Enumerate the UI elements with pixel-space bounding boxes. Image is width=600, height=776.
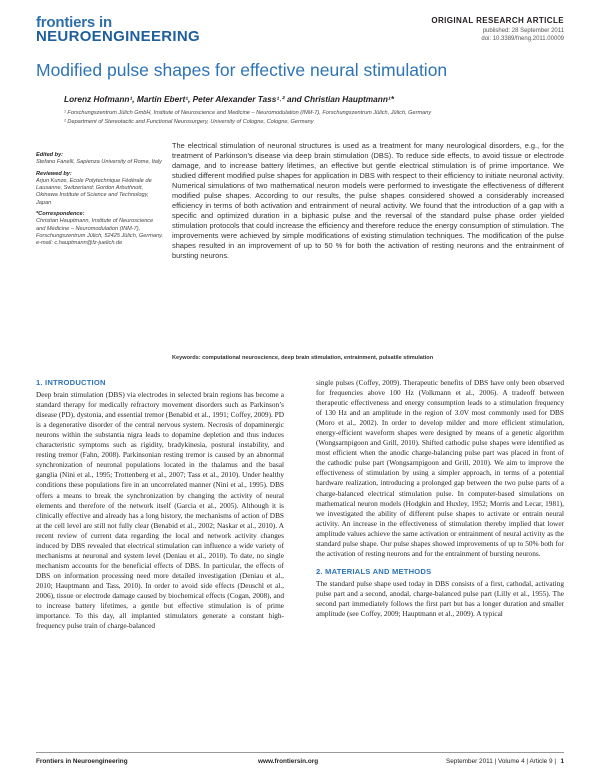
footer-page-number: 1 <box>560 758 564 765</box>
introduction-continued-paragraph: single pulses (Coffey, 2009). Therapeutic benefits of DBS have only been observed for frequencies above 100 Hz (Volkmann et al., 2006). A tradeoff between therapeutic effectiveness and energy consumption leads to a stimulation frequency of 130 Hz and an amplitude in the region of 3.0V most commonly used for DBS (Moro et al., 2002). In order to develop milder and more efficient stimulation, energy-efficient waveform shapes were designed by means of a genetic algorithm (Wongsarnpigoon and Grill, 2010). Shifted cathodic pulse shapes were identified as most efficient when the anodic charge-balancing pulse part was placed in front of the cathodic pulse part (Wongsarnpigoon and Grill, 2010). We aim to improve the effectiveness of stimulation by using a simpler approach, in terms of a potential hardware realization, introducing a prolonged gap between the two pulse parts of a charge-balanced electrical stimulation pulse. In computer-based simulations on mathematical neuron models (Hodgkin and Huxley, 1952; Morris and Lecar, 1981), we investigated the ability of different pulse shapes to activate or entrain neural activity. An increase in the effectiveness of stimulation thereby implied that lower amplitude values achieve the same activation or entrainment of neural activity as the standard pulse shape. Our pulse shapes showed improvements of up to 50% both for the activation of resting neurons and for the entrainment of bursting neurons. <box>316 378 564 558</box>
footer-issue: September 2011 | Volume 4 | Article 9 | <box>445 758 556 765</box>
affiliation-2: ² Department of Stereotactic and Functional Neurosurgery, University of Cologne, Cologne, Germany <box>64 119 314 125</box>
published-date: published: 28 September 2011 <box>482 28 564 34</box>
author-list: Lorenz Hofmann¹, Martin Ebert¹, Peter Alexander Tass¹˒² and Christian Hauptmann¹* <box>64 94 394 104</box>
edited-by-label: Edited by: <box>36 152 64 158</box>
section-heading-introduction: 1. INTRODUCTION <box>36 378 106 387</box>
article-sidebar <box>36 152 164 248</box>
article-type: ORIGINAL RESEARCH ARTICLE <box>431 16 564 25</box>
affiliation-1: ¹ Forschungszentrum Jülich GmbH, Institute of Neuroscience and Medicine – Neuromodulation (INM-7), Forschungszentrum Jülich, Jülich, Germany <box>64 110 432 116</box>
journal-logo-line2: NEUROENGINEERING <box>36 28 200 45</box>
abstract: The electrical stimulation of neuronal structures is used as a treatment for many neurological disorders, e.g., for the treatment of Parkinson’s disease via deep brain stimulation (DBS). To reduce side effects, to avoid tissue or electrode damage, and to increase battery lifetimes, an effective but gentle electrical stimulation is of prime importance. We studied different modified pulse shapes for application in DBS with respect to their efficiency to initiate neuronal activity. Numerical simulations of two mathematical neuron models were performed to investigate the effectiveness of different modified pulse shapes. According to our results, the pulse shapes considered showed a considerably increased efficiency in terms of both activation and entrainment of neural activity. We found that the introduction of a gap with a specific and optimized duration in a biphasic pulse and the reversal of the standard pulse phase order yielded stimulation protocols that could increase the efficiency and therefore reduce the energy consumption of stimulation. The improvements were achieved by simple modifications of existing stimulation techniques. The modification of the pulse shapes resulted in an improvement of up to 50 % for both the activation of resting neurons and the entrainment of bursting neurons. <box>172 141 564 260</box>
edited-by: Stefano Fanelli, Sapienza University of Rome, Italy <box>36 159 162 166</box>
column-left <box>36 378 284 631</box>
publication-info <box>481 27 564 43</box>
footer-url[interactable]: www.frontiersin.org <box>258 758 319 765</box>
journal-logo-line1: frontiers in <box>36 14 112 31</box>
correspondence: Christian Hauptmann, Institute of Neuroscience and Medicine – Neuromodulation (INM-7), Forschungszentrum Jülich, 52425 Jülich, Germany. <box>36 218 164 239</box>
column-right <box>316 378 564 619</box>
reviewed-by-label: Reviewed by: <box>36 170 72 177</box>
keywords-list: computational neuroscience, deep brain stimulation, entrainment, pulsatile stimulation <box>202 355 434 361</box>
introduction-paragraph: Deep brain stimulation (DBS) via electrodes in selected brain regions has become a standard therapy for medically refractory movement disorders such as Parkinson’s disease (PD), dystonia, and essential tremor (Benabid et al., 1991; Coffey, 2009). PD is a degenerative disorder of the central nervous system. Necrosis of dopaminergic neurons within the substantia nigra leads to dopamine depletion and thus induces characteristic symptoms such as rigidity, bradykinesia, postural instability, and resting tremor (Fahn, 2008). Parkinsonian resting tremor is caused by an abnormal synchronization of neuronal populations located in the thalamus and the basal ganglia (Nini et al., 1995; Trottenberg et al., 2007; Tass et al., 2010). Under healthy conditions these populations fire in an uncorrelated manner (Nini et al., 1995). DBS offers a means to break the synchronization by changing the activity of neural elements and therefore of the network itself (Garcia et al., 2005). Although it is clinically effective and already has a long history, the mechanisms of action of DBS at the cell level are still not fully clear (Benabid et al., 2002; Naskar et al., 2010). A recent review of current data regarding the local and network activity changes induced by DBS revealed that electrical stimulation can influence a wide variety of mechanisms at neuronal and system level (Deniau et al., 2010). To date, no single mechanism accounts for the beneficial effects of DBS. In particular, the effects of DBS on information processing need more detailed investigation (Deniau et al., 2010; Hauptmann and Tass, 2010). In order to avoid side effects (Deuschl et al., 2006), tissue or electrode damage caused by biochemical effects (Cogan, 2008), and to increase battery lifetimes, a gentle but effective stimulation is of prime importance. To this day, all implanted stimulators generate a constant high-frequency pulse train of charge-balanced <box>36 390 284 631</box>
page-title: Modified pulse shapes for effective neural stimulation <box>36 60 448 80</box>
reviewed-by: Arjun Kunze, Ecole Polytechnique Fédérale de Lausanne, Switzerland; Gordon Arbuthnott, Okinawa Institute of Science and Technology, Japan <box>36 177 152 206</box>
footer-divider <box>36 752 564 753</box>
correspondence-label: *Correspondence: <box>36 211 85 218</box>
correspondence-email[interactable]: e-mail: c.hauptmann@fz-juelich.de <box>36 240 123 247</box>
keywords-label: Keywords: <box>172 355 201 361</box>
section-heading-methods: 2. MATERIALS AND METHODS <box>316 566 432 576</box>
footer-journal: Frontiers in Neuroengineering <box>36 758 128 765</box>
doi[interactable]: doi: 10.3389/fneng.2011.00009 <box>481 36 564 42</box>
keywords <box>172 355 564 361</box>
methods-paragraph: The standard pulse shape used today in DBS consists of a first, cathodal, activating pulse part and a second, anodal, charge-balanced pulse part (Lilly et al., 1955). The second part immediately follows the first part but has a longer duration and smaller amplitude (see Coffey, 2009; Hauptmann et al., 2009). A typical <box>316 578 564 619</box>
